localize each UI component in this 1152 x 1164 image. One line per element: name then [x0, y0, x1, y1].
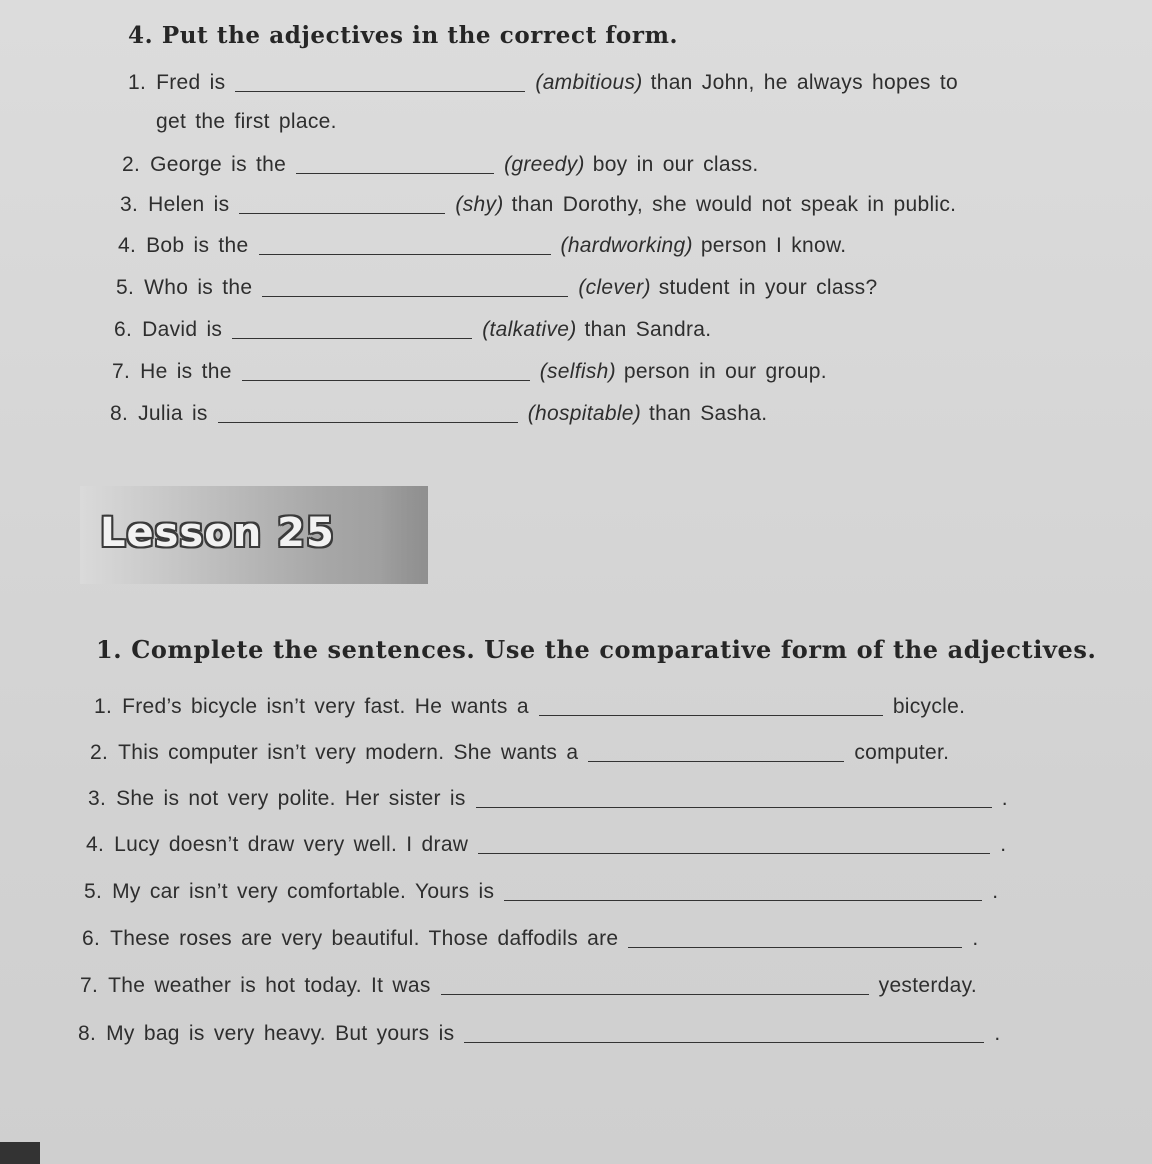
- item-text: person in our group.: [623, 360, 827, 383]
- ex1-item-3: [88, 784, 1008, 811]
- ex1-item-5: [84, 877, 998, 904]
- answer-blank[interactable]: [464, 1022, 984, 1043]
- ex1-item-8: [78, 1019, 1001, 1046]
- item-text: .: [1000, 833, 1007, 856]
- item-text: These roses are very beautiful. Those daffodils are: [110, 927, 619, 950]
- item-text: .: [994, 1022, 1001, 1045]
- answer-blank[interactable]: [441, 974, 869, 995]
- item-number: 7.: [112, 360, 131, 383]
- item-text: Fred’s bicycle isn’t very fast. He wants a: [122, 695, 529, 718]
- item-number: 7.: [80, 974, 99, 997]
- lesson-title: Lesson 25: [100, 510, 335, 556]
- adjective-hint: (talkative): [482, 318, 577, 341]
- item-number: 3.: [88, 787, 107, 810]
- adjective-hint: (selfish): [539, 360, 616, 383]
- adjective-hint: (hospitable): [527, 402, 642, 425]
- item-text: David is: [142, 318, 223, 341]
- answer-blank[interactable]: [588, 741, 844, 762]
- item-text: student in your class?: [658, 276, 878, 299]
- item-text: than Sasha.: [649, 402, 768, 425]
- item-text: computer.: [854, 741, 950, 764]
- item-text: Fred is: [156, 71, 226, 94]
- page-corner-shadow: [0, 1142, 40, 1164]
- item-text: yesterday.: [878, 974, 977, 997]
- answer-blank[interactable]: [259, 234, 551, 255]
- adjective-hint: (ambitious): [535, 71, 643, 94]
- item-text: Lucy doesn’t draw very well. I draw: [114, 833, 469, 856]
- item-text: George is the: [150, 153, 287, 176]
- ex4-item-5: [116, 273, 877, 300]
- item-number: 2.: [122, 153, 141, 176]
- ex1-item-2: [90, 738, 949, 765]
- adjective-hint: (shy): [455, 193, 504, 216]
- answer-blank[interactable]: [262, 276, 568, 297]
- item-text: than Dorothy, she would not speak in public.: [511, 193, 957, 216]
- item-text: This computer isn’t very modern. She wants a: [118, 741, 579, 764]
- ex1-item-6: [82, 924, 979, 951]
- lesson-banner-tail: [380, 486, 428, 584]
- item-text: .: [992, 880, 999, 903]
- item-number: 6.: [114, 318, 133, 341]
- item-text: get the first place.: [156, 110, 337, 133]
- answer-blank[interactable]: [296, 153, 494, 174]
- ex1-item-4: [86, 830, 1006, 857]
- exercise-4-heading: 4. Put the adjectives in the correct form.: [128, 22, 679, 49]
- item-text: He is the: [140, 360, 232, 383]
- item-number: 3.: [120, 193, 139, 216]
- item-text: than Sandra.: [584, 318, 712, 341]
- item-text: My car isn’t very comfortable. Yours is: [112, 880, 495, 903]
- ex4-item-1-continuation: [156, 110, 337, 134]
- answer-blank[interactable]: [504, 880, 982, 901]
- item-number: 2.: [90, 741, 109, 764]
- adjective-hint: (clever): [578, 276, 651, 299]
- item-text: She is not very polite. Her sister is: [116, 787, 466, 810]
- adjective-hint: (hardworking): [560, 234, 693, 257]
- item-number: 4.: [118, 234, 137, 257]
- ex4-item-7: [112, 357, 827, 384]
- item-number: 4.: [86, 833, 105, 856]
- item-number: 8.: [110, 402, 129, 425]
- answer-blank[interactable]: [232, 318, 472, 339]
- item-text: Julia is: [138, 402, 208, 425]
- item-text: Who is the: [144, 276, 253, 299]
- ex1-item-1: [94, 692, 1084, 719]
- item-number: 6.: [82, 927, 101, 950]
- item-text: than John, he always hopes to: [650, 71, 958, 94]
- item-text: bicycle.: [892, 695, 966, 718]
- item-text: My bag is very heavy. But yours is: [106, 1022, 455, 1045]
- ex4-item-4: [118, 231, 846, 258]
- item-number: 5.: [116, 276, 135, 299]
- exercise-1-heading: 1. Complete the sentences. Use the comparative form of the adjectives.: [96, 635, 1097, 664]
- item-text: The weather is hot today. It was: [108, 974, 431, 997]
- answer-blank[interactable]: [476, 787, 992, 808]
- item-number: 1.: [128, 71, 147, 94]
- answer-blank[interactable]: [235, 71, 525, 92]
- item-text: person I know.: [700, 234, 847, 257]
- ex4-item-2: [122, 150, 759, 177]
- item-text: Bob is the: [146, 234, 249, 257]
- answer-blank[interactable]: [218, 402, 518, 423]
- item-text: Helen is: [148, 193, 230, 216]
- item-number: 8.: [78, 1022, 97, 1045]
- ex4-item-1: [128, 68, 958, 95]
- ex4-item-3: [120, 190, 956, 217]
- answer-blank[interactable]: [539, 695, 883, 716]
- ex4-item-6: [114, 315, 711, 342]
- item-number: 5.: [84, 880, 103, 903]
- answer-blank[interactable]: [242, 360, 530, 381]
- item-text: .: [1001, 787, 1008, 810]
- answer-blank[interactable]: [478, 833, 990, 854]
- ex1-item-7: [80, 971, 977, 998]
- item-number: 1.: [94, 695, 113, 718]
- item-text: boy in our class.: [592, 153, 759, 176]
- answer-blank[interactable]: [239, 193, 445, 214]
- ex4-item-8: [110, 399, 767, 426]
- adjective-hint: (greedy): [504, 153, 585, 176]
- answer-blank[interactable]: [628, 927, 962, 948]
- item-text: .: [972, 927, 979, 950]
